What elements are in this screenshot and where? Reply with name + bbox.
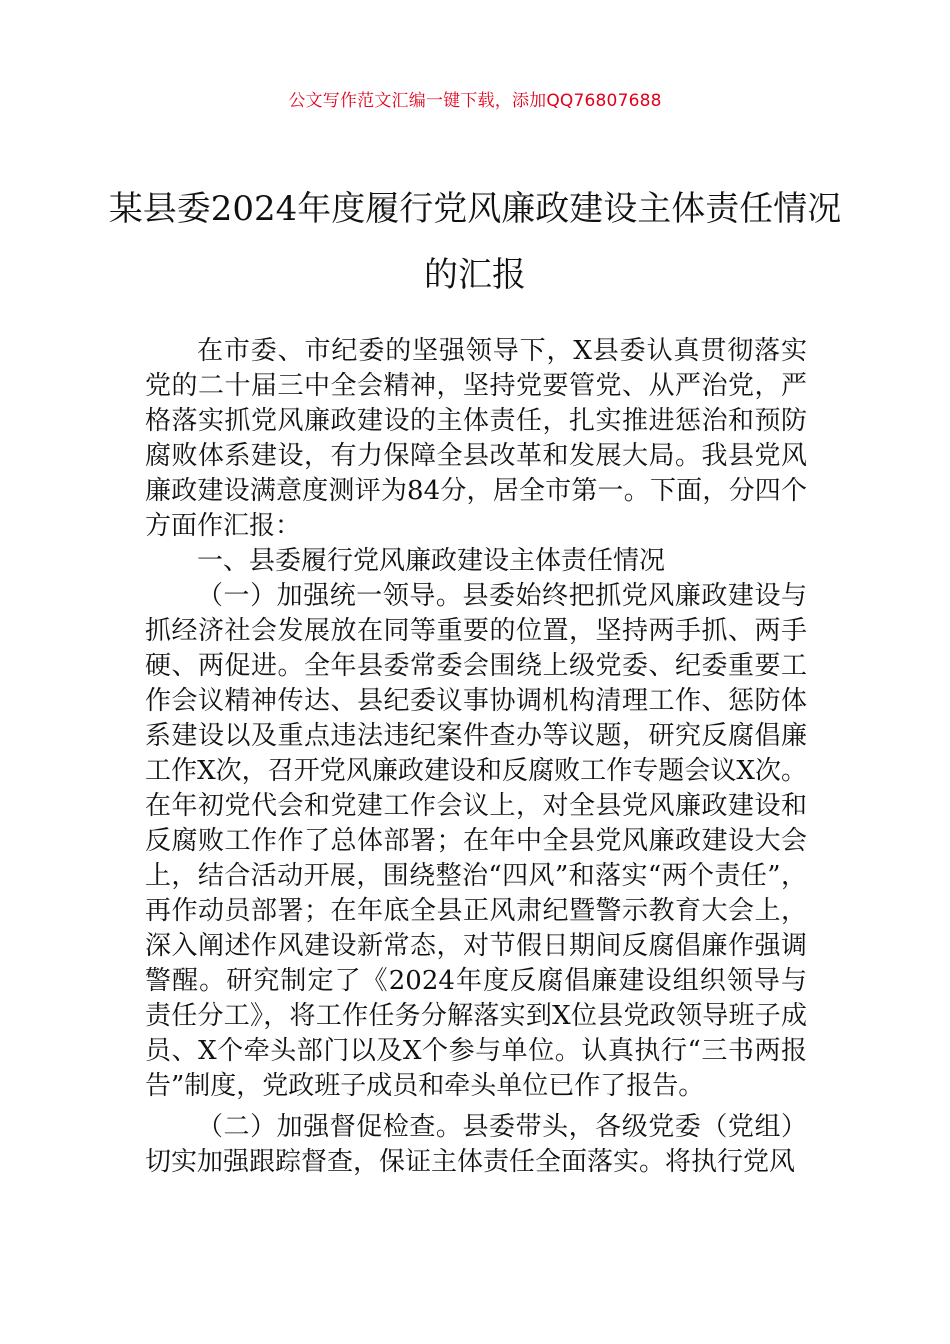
download-banner[interactable]: 公文写作范文汇编一键下载，添加QQ76807688 xyxy=(288,91,662,111)
item-2-paragraph: （二）加强督促检查。县委带头，各级党委（党组）切实加强跟踪督查，保证主体责任全面落实。将执行党风 xyxy=(145,1112,807,1177)
document-title: 某县委2024年度履行党风廉政建设主体责任情况的汇报 xyxy=(108,189,842,295)
document-body xyxy=(145,334,807,1180)
section-heading: 一、县委履行党风廉政建设主体责任情况 xyxy=(197,546,666,576)
item-1-paragraph: （一）加强统一领导。县委始终把抓党风廉政建设与抓经济社会发展放在同等重要的位置，坚持两手抓、两手硬、两促进。全年县委常委会围绕上级党委、纪委重要工作会议精神传达、县纪委议事协调机构清理工作、惩防体系建设以及重点违法违纪案件查办等议题，研究反腐倡廉工作X次，召开党风廉政建设和反腐败工作专题会议X次。在年初党代会和党建工作会议上，对全县党风廉政建设和反腐败工作作了总体部署；在年中全县党风廉政建设大会上，结合活动开展，围绕整治“四风”和落实“两个责任”，再作动员部署；在年底全县正风肃纪暨警示教育大会上，深入阐述作风建设新常态，对节假日期间反腐倡廉作强调警醒。研究制定了《2024年度反腐倡廉建设组织领导与责任分工》，将工作任务分解落实到X位县党政领导班子成员、X个牵头部门以及X个参与单位。认真执行“三书两报告”制度，党政班子成员和牵头单位已作了报告。 xyxy=(145,581,807,1101)
intro-paragraph: 在市委、市纪委的坚强领导下，X县委认真贯彻落实党的二十届三中全会精神，坚持党要管党、从严治党，严格落实抓党风廉政建设的主体责任，扎实推进惩治和预防腐败体系建设，有力保障全县改革和发展大局。我县党风廉政建设满意度测评为84分，居全市第一。下面，分四个方面作汇报： xyxy=(145,336,807,541)
